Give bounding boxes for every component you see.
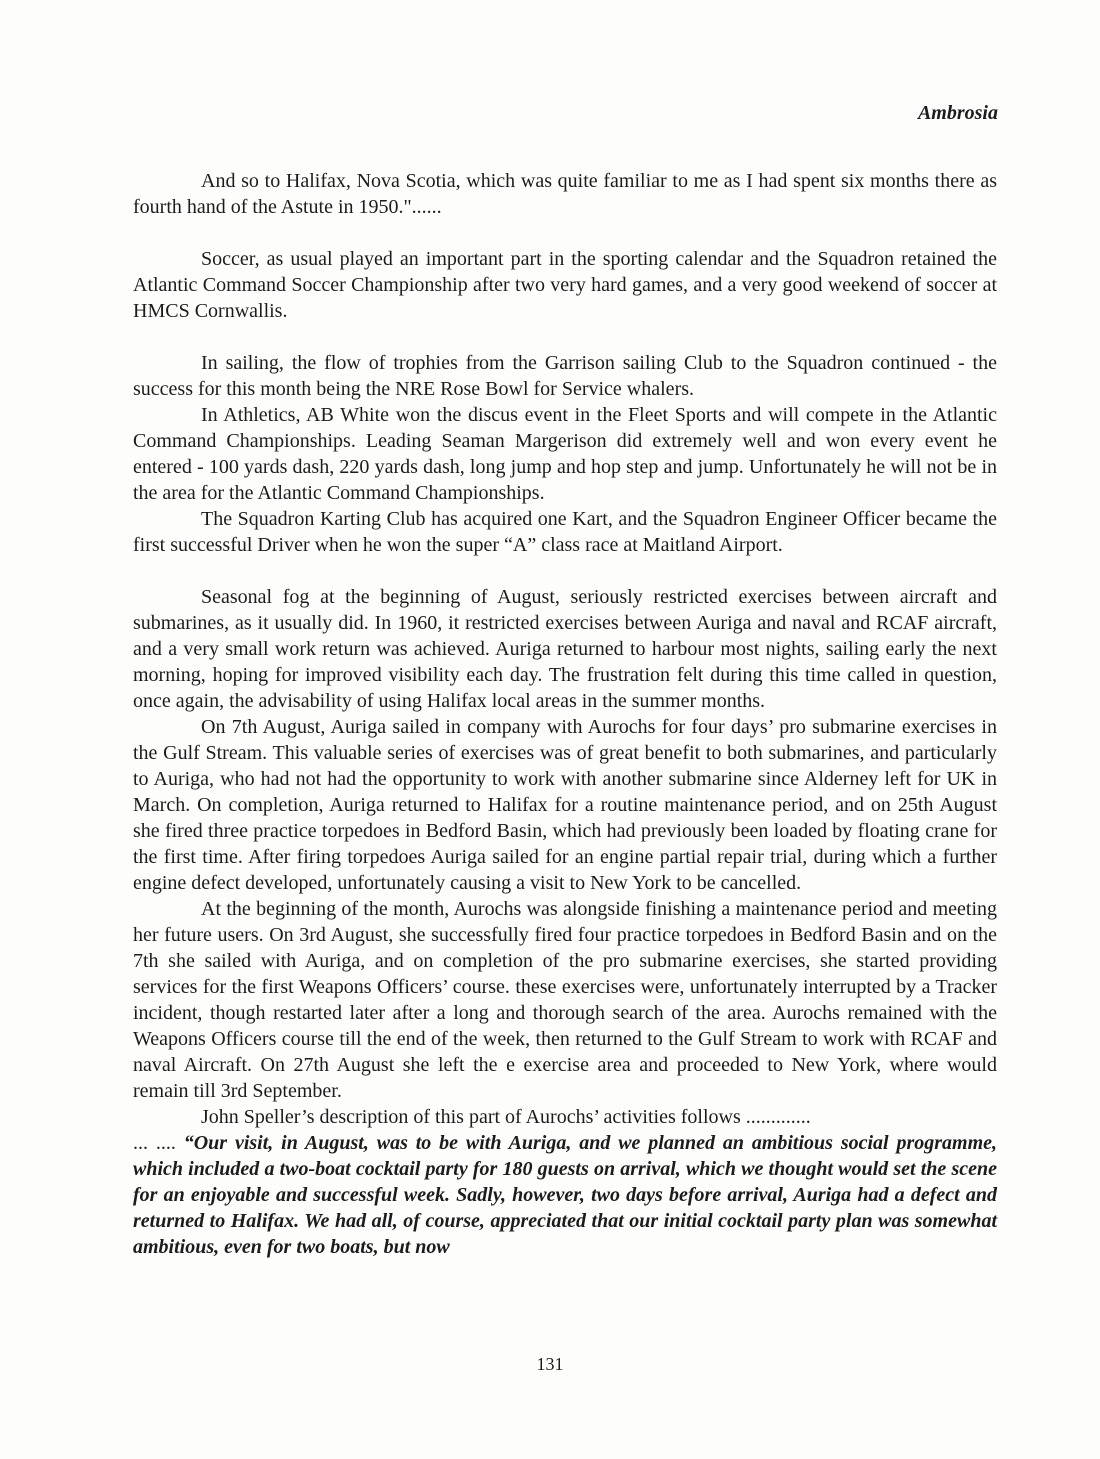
paragraph-athletics: In Athletics, AB White won the discus event in the Fleet Sports and will compete in the Atlantic Command Championships. Leading Seaman Margerison did extremely well and won every event he entered - 100 yards dash, 220 yards dash, long jump and hop step and jump. Unfortunately he will not be in the area for the Atlantic Command Championships. bbox=[133, 404, 997, 504]
paragraph-karting: The Squadron Karting Club has acquired one Kart, and the Squadron Engineer Officer became the first successful Driver when he won the super “A” class race at Maitland Airport. bbox=[133, 508, 997, 556]
running-header-title: Ambrosia bbox=[917, 102, 998, 124]
paragraph-auriga-exercises: On 7th August, Auriga sailed in company with Aurochs for four days’ pro submarine exercises in the Gulf Stream. This valuable series of exercises was of great benefit to both submarines, and particularly to Auriga, who had not had the opportunity to work with another submarine since Alderney left for UK in March. On completion, Auriga returned to Halifax for a routine maintenance period, and on 25th August she fired three practice torpedoes in Bedford Basin, which had previously been loaded by floating crane for the first time. After firing torpedoes Auriga sailed for an engine partial repair trial, during which a further engine defect developed, unfortunately causing a visit to New York to be cancelled. bbox=[133, 716, 997, 894]
paragraph-speller-intro: John Speller’s description of this part of Aurochs’ activities follows ............. bbox=[201, 1106, 811, 1128]
quote-leader-dots: ... .... bbox=[133, 1132, 184, 1154]
paragraph-halifax-arrival: And so to Halifax, Nova Scotia, which was quite familiar to me as I had spent six months there as fourth hand of the Astute in 1950."...... bbox=[133, 170, 997, 218]
paragraph-seasonal-fog: Seasonal fog at the beginning of August, seriously restricted exercises between aircraft and submarines, as it usually did. In 1960, it restricted exercises between Auriga and naval and RCAF aircraft, and a very small work return was achieved. Auriga returned to harbour most nights, sailing early the next morning, hoping for improved visibility each day. The frustration felt during this time called in question, once again, the advisability of using Halifax local areas in the summer months. bbox=[133, 586, 997, 712]
paragraph-soccer: Soccer, as usual played an important part in the sporting calendar and the Squadron retained the Atlantic Command Soccer Championship after two very hard games, and a very good weekend of soccer at HMCS Cornwallis. bbox=[133, 248, 997, 322]
speller-quote bbox=[133, 1130, 997, 1260]
body-text bbox=[133, 168, 997, 1260]
page-number: 131 bbox=[536, 1354, 564, 1374]
paragraph-sailing: In sailing, the flow of trophies from the Garrison sailing Club to the Squadron continued - the success for this month being the NRE Rose Bowl for Service whalers. bbox=[133, 352, 997, 400]
paragraph-aurochs-activities: At the beginning of the month, Aurochs was alongside finishing a maintenance period and meeting her future users. On 3rd August, she successfully fired four practice torpedoes in Bedford Basin and on the 7th she sailed with Auriga, and on completion of the pro submarine exercises, she started providing services for the first Weapons Officers’ course. these exercises were, unfortunately interrupted by a Tracker incident, though restarted later after a long and thorough search of the area. Aurochs remained with the Weapons Officers course till the end of the week, then returned to the Gulf Stream to work with RCAF and naval Aircraft. On 27th August she left the e exercise area and proceeded to New York, where would remain till 3rd September. bbox=[133, 898, 997, 1102]
quote-text: “Our visit, in August, was to be with Auriga, and we planned an ambitious social programme, which included a two-boat cocktail party for 180 guests on arrival, which we thought would set the scene for an enjoyable and successful week. Sadly, however, two days before arrival, Auriga had a defect and returned to Halifax. We had all, of course, appreciated that our initial cocktail party plan was somewhat ambitious, even for two boats, but now bbox=[133, 1132, 998, 1258]
